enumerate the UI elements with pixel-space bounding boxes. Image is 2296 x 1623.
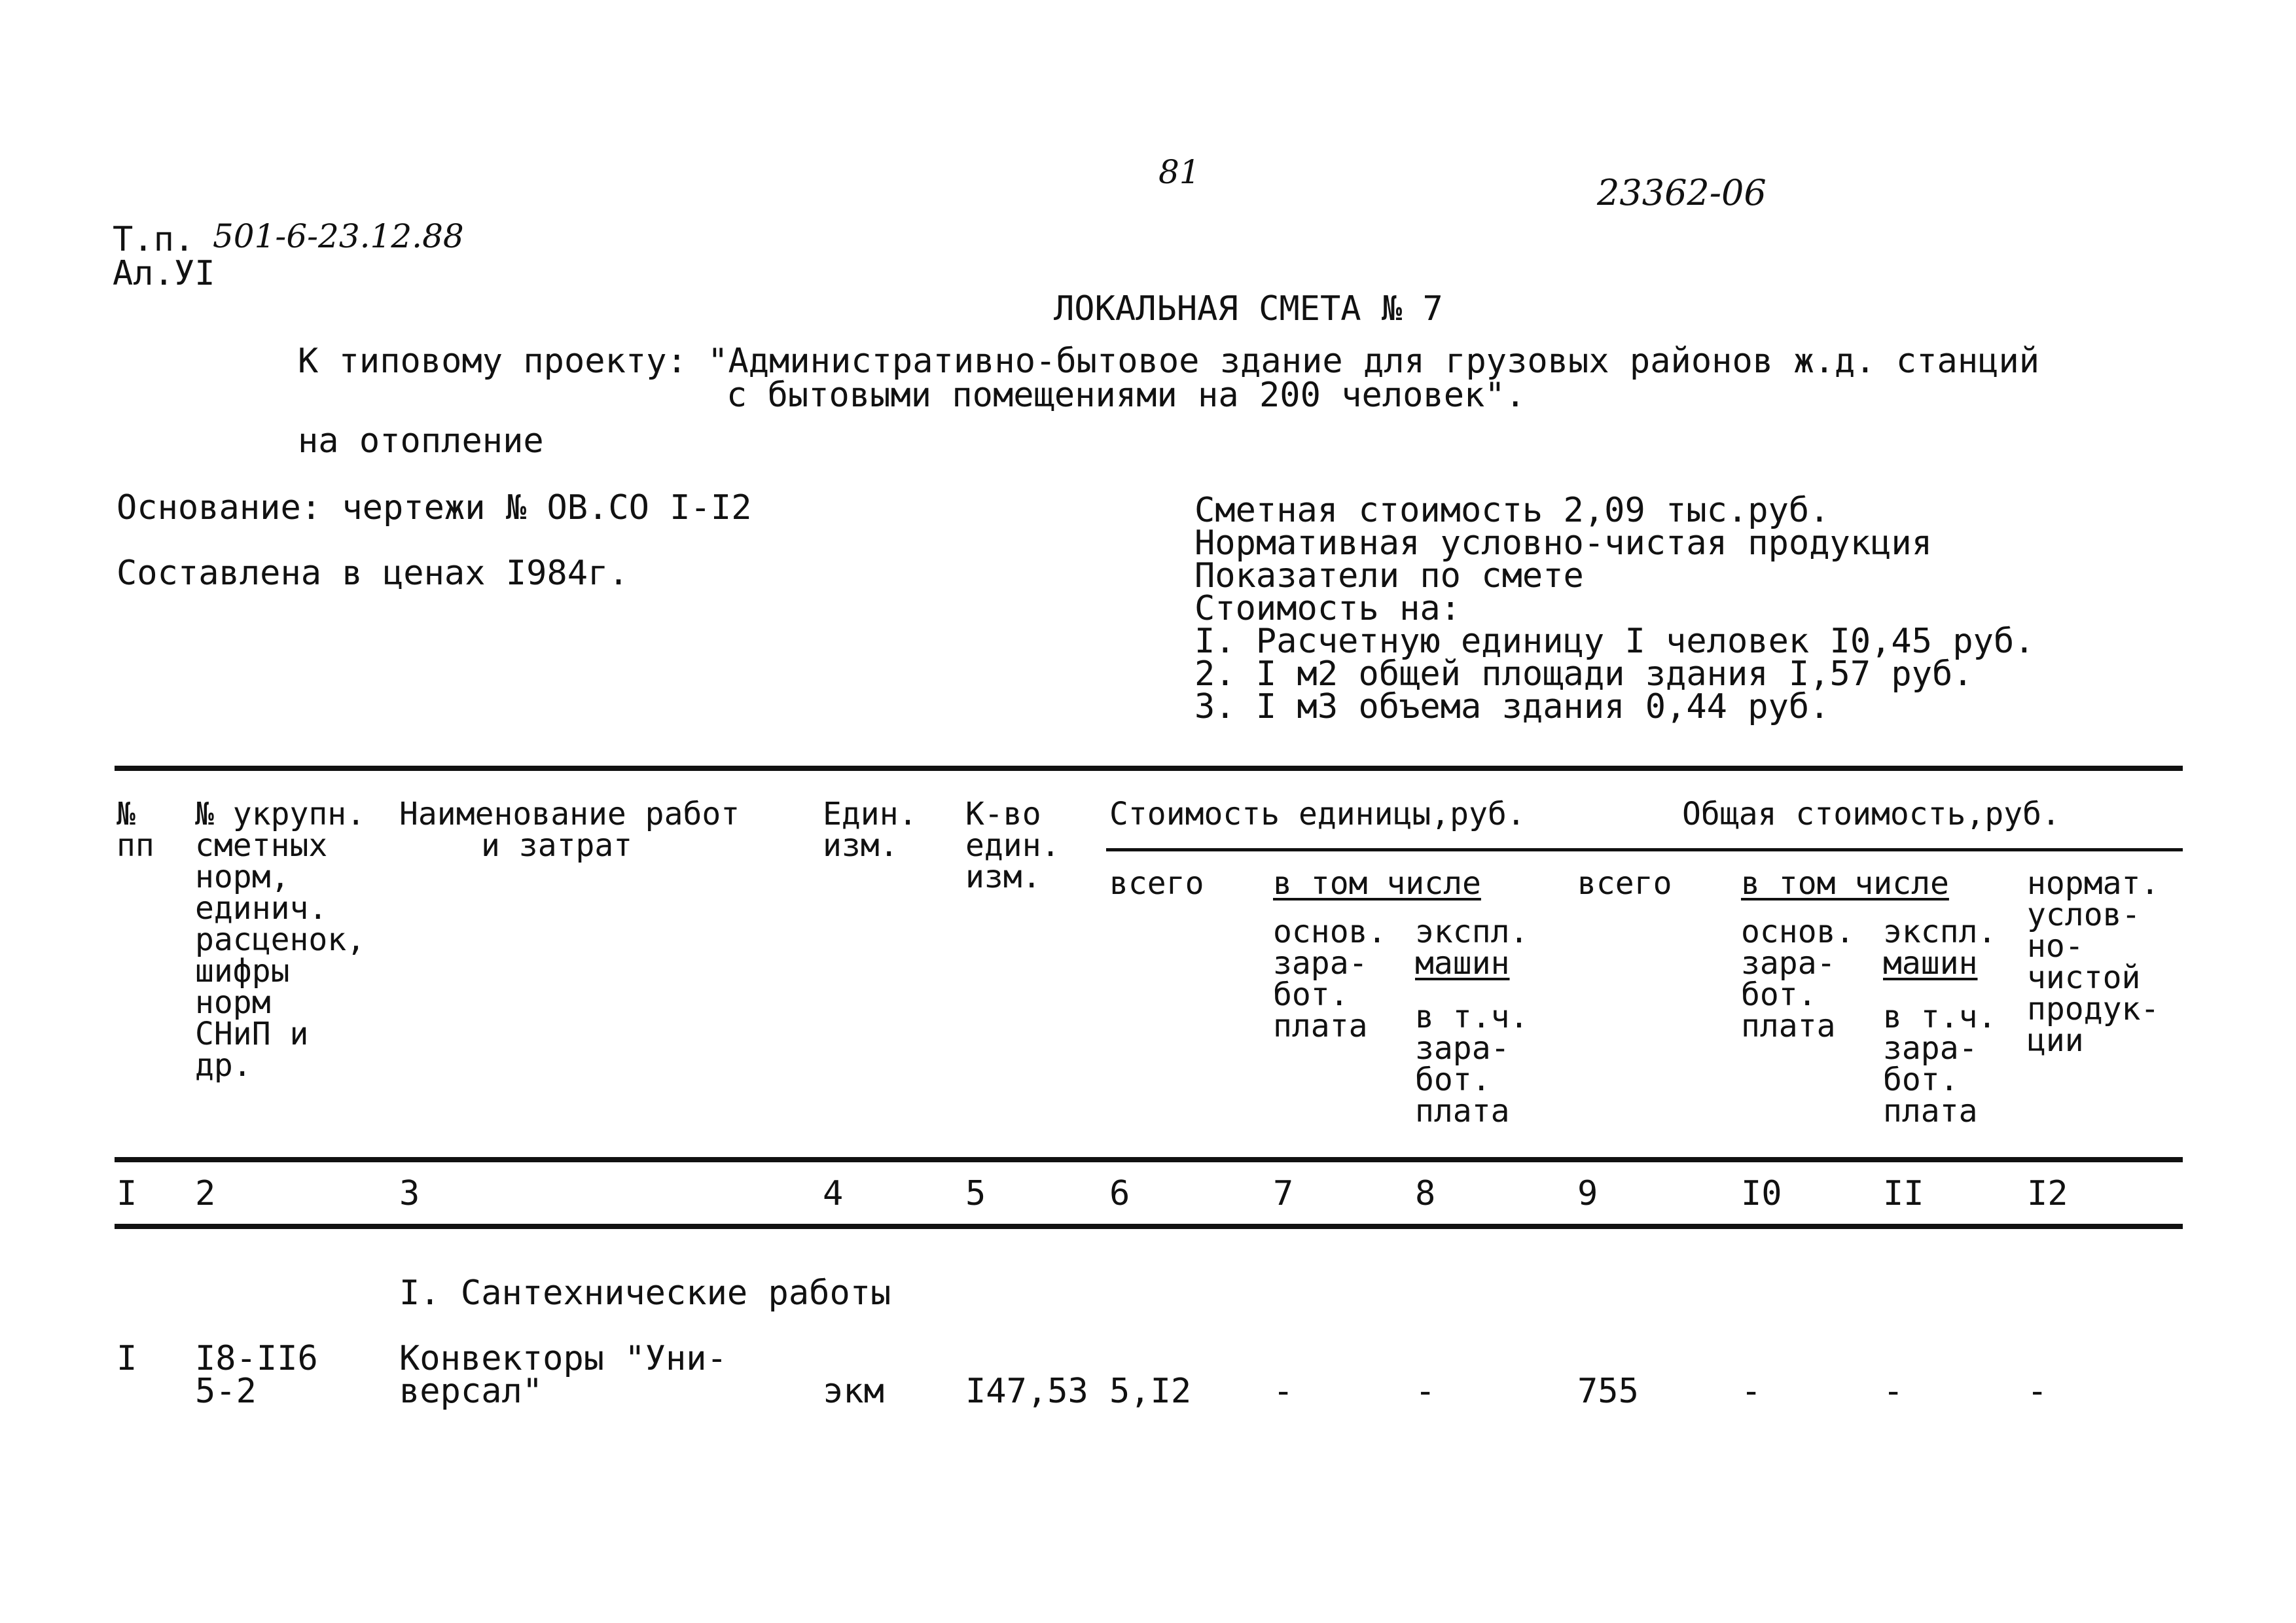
summary-line: Сметная стоимость 2,09 тыс.руб.	[1194, 491, 1830, 530]
doc-ref-number: 501-6-23.12.88	[213, 217, 464, 255]
header-col1: №	[117, 796, 135, 832]
row-number: I	[117, 1339, 137, 1378]
column-number: 7	[1273, 1174, 1294, 1213]
header-col5: изм.	[965, 859, 1041, 895]
total-ekspl-header: экспл.	[1883, 914, 1997, 950]
unit-osnov-header: бот.	[1273, 976, 1349, 1013]
column-number: 9	[1577, 1174, 1598, 1213]
header-col5: един.	[965, 827, 1060, 864]
summary-line: I. Расчетную единицу I человек I0,45 руб.	[1194, 622, 2035, 661]
header-col5: К-во	[965, 796, 1041, 832]
normat-header: нормат.	[2027, 865, 2160, 902]
header-col2: шифры	[195, 953, 290, 990]
header-col2: СНиП и	[195, 1016, 309, 1052]
total-osnov-header: плата	[1741, 1008, 1836, 1044]
unit-cost-header: Стоимость единицы,руб.	[1109, 796, 1526, 832]
column-numbers-bottom-rule	[115, 1224, 2183, 1229]
normat-header: чистой	[2027, 959, 2141, 996]
prices-line: Составлена в ценах I984г.	[117, 554, 629, 593]
row-total: 755	[1577, 1372, 1639, 1411]
unit-vtch-header: зара-	[1415, 1030, 1510, 1067]
column-number: 2	[195, 1174, 216, 1213]
total-incl-header: в том числе	[1741, 865, 1949, 902]
row-code: I8-II6	[195, 1339, 318, 1378]
row-name: Конвекторы "Уни-	[399, 1339, 727, 1378]
column-number: II	[1883, 1174, 1924, 1213]
column-number: 3	[399, 1174, 420, 1213]
project-line-1: К типовому проекту: "Административно-бытовое здание для грузовых районов ж.д. станций	[298, 342, 2040, 381]
row-name: версал"	[399, 1372, 543, 1411]
table-top-rule	[115, 766, 2183, 771]
total-osnov-header: основ.	[1741, 914, 1855, 950]
document-title: ЛОКАЛЬНАЯ СМЕТА № 7	[1054, 289, 1443, 329]
unit-vtch-header: бот.	[1415, 1061, 1491, 1098]
unit-incl-header: в том числе	[1273, 865, 1481, 902]
unit-vsego-header: всего	[1109, 865, 1204, 902]
column-numbers-top-rule	[115, 1157, 2183, 1162]
header-col3: и затрат	[481, 827, 633, 864]
row-qty: I47,53	[965, 1372, 1088, 1411]
row-total-wage: -	[1741, 1372, 1762, 1411]
summary-line: 2. I м2 общей площади здания I,57 руб.	[1194, 654, 1973, 694]
header-col4: Един.	[823, 796, 918, 832]
column-number: 6	[1109, 1174, 1130, 1213]
normat-header: услов-	[2027, 897, 2141, 933]
unit-vtch-header: в т.ч.	[1415, 999, 1529, 1035]
total-cost-header: Общая стоимость,руб.	[1682, 796, 2060, 832]
normat-header: продук-	[2027, 991, 2160, 1027]
column-number: 4	[823, 1174, 844, 1213]
normat-header: но-	[2027, 928, 2084, 965]
total-vtch-header: зара-	[1883, 1030, 1978, 1067]
column-number: I2	[2027, 1174, 2068, 1213]
normat-header: ции	[2027, 1022, 2084, 1059]
unit-vtch-header: плата	[1415, 1093, 1510, 1130]
total-osnov-header: бот.	[1741, 976, 1817, 1013]
header-col2: расценок,	[195, 921, 366, 958]
total-osnov-header: зара-	[1741, 945, 1836, 982]
unit-mashin-header: машин	[1415, 945, 1510, 982]
total-vtch-header: бот.	[1883, 1061, 1959, 1098]
total-vsego-header: всего	[1577, 865, 1672, 902]
total-vtch-header: плата	[1883, 1093, 1978, 1130]
header-col2: № укрупн.	[195, 796, 366, 832]
header-col1: пп	[117, 827, 154, 864]
column-number: I0	[1741, 1174, 1782, 1213]
registration-number: 23362-06	[1597, 172, 1767, 213]
project-line-2: с бытовыми помещениями на 200 человек".	[726, 376, 1526, 415]
summary-line: Стоимость на:	[1194, 589, 1461, 628]
estimate-subject: на отопление	[298, 421, 544, 461]
summary-line: Нормативная условно-чистая продукция	[1194, 524, 1933, 563]
column-number: I	[117, 1174, 137, 1213]
section-title: I. Сантехнические работы	[399, 1274, 891, 1313]
row-unit-total: 5,I2	[1109, 1372, 1192, 1411]
header-col2: норм	[195, 984, 271, 1021]
column-number: 5	[965, 1174, 986, 1213]
doc-ref-prefix: Т.п.	[113, 220, 195, 259]
unit-osnov-header: основ.	[1273, 914, 1387, 950]
unit-osnov-header: зара-	[1273, 945, 1368, 982]
basis-line: Основание: чертежи № ОВ.СО I-I2	[117, 488, 752, 527]
total-vtch-header: в т.ч.	[1883, 999, 1997, 1035]
header-col2: сметных	[195, 827, 328, 864]
page-number: 81	[1158, 153, 1200, 191]
row-code: 5-2	[195, 1372, 257, 1411]
header-col3: Наименование работ	[399, 796, 740, 832]
unit-osnov-header: плата	[1273, 1008, 1368, 1044]
doc-ref-album: Ал.УI	[113, 254, 215, 293]
group-header-rule	[1106, 848, 2183, 851]
header-col2: норм,	[195, 859, 290, 895]
header-col2: единич.	[195, 890, 328, 927]
header-col2: др.	[195, 1047, 252, 1084]
row-total-machines: -	[1883, 1372, 1904, 1411]
column-number: 8	[1415, 1174, 1436, 1213]
unit-ekspl-header: экспл.	[1415, 914, 1529, 950]
summary-line: 3. I м3 объема здания 0,44 руб.	[1194, 687, 1830, 726]
row-normat: -	[2027, 1372, 2048, 1411]
row-unit-wage: -	[1273, 1372, 1294, 1411]
total-mashin-header: машин	[1883, 945, 1978, 982]
summary-line: Показатели по смете	[1194, 556, 1584, 596]
row-unit: экм	[823, 1372, 884, 1411]
row-unit-machines: -	[1415, 1372, 1436, 1411]
header-col4: изм.	[823, 827, 899, 864]
